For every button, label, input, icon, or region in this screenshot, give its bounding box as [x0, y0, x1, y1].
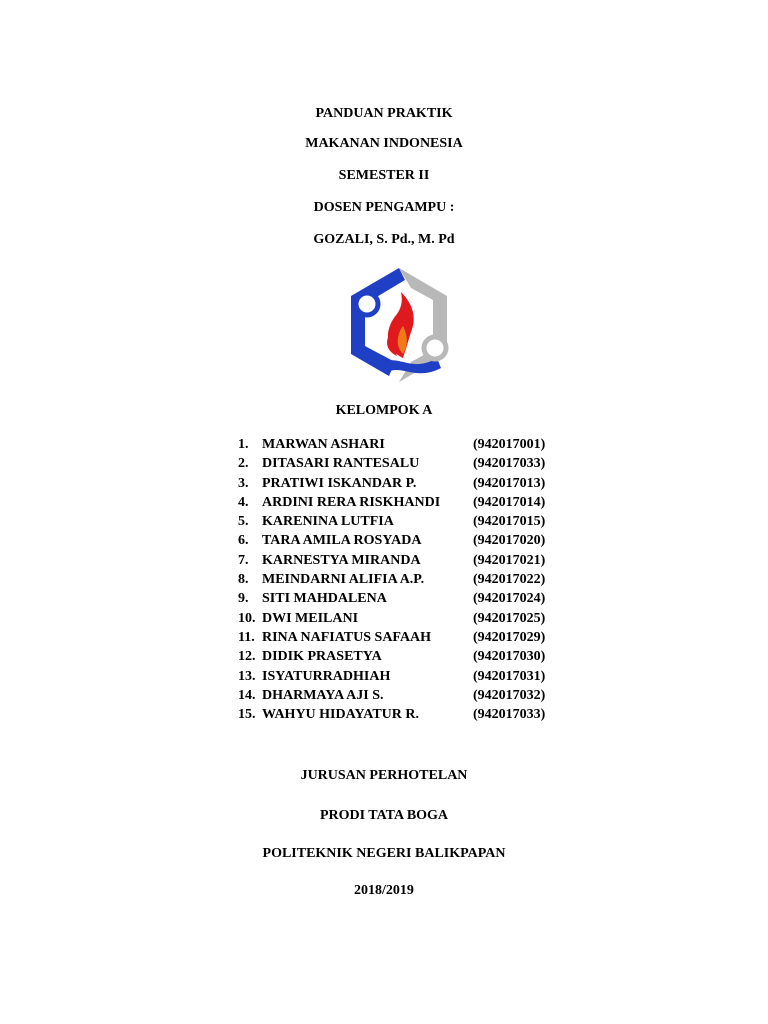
member-name: RINA NAFIATUS SAFAAH [262, 629, 432, 645]
member-id: (942017030) [473, 649, 546, 665]
member-id: (942017022) [473, 572, 546, 588]
member-name: KARENINA LUTFIA [262, 514, 394, 530]
member-id: (942017033) [473, 707, 546, 723]
member-id: (942017032) [473, 687, 546, 703]
member-name: DIDIK PRASETYA [262, 649, 382, 665]
member-id: (942017033) [473, 456, 546, 472]
member-id: (942017025) [473, 610, 546, 626]
member-number: 11. [238, 629, 255, 645]
list-item [238, 551, 568, 570]
member-number: 3. [238, 475, 249, 491]
list-item [238, 493, 568, 512]
member-number: 10. [238, 610, 256, 626]
list-item [238, 705, 568, 724]
member-number: 1. [238, 437, 249, 452]
member-name: PRATIWI ISKANDAR P. [262, 475, 417, 491]
member-name: DHARMAYA AJI S. [262, 687, 384, 703]
list-item [238, 628, 568, 647]
list-item [238, 609, 568, 628]
list-item [238, 647, 568, 666]
member-number: 4. [238, 494, 249, 510]
member-number: 2. [238, 456, 249, 472]
list-item [238, 454, 568, 473]
member-number: 8. [238, 572, 249, 588]
department-label: JURUSAN PERHOTELAN [300, 768, 468, 783]
member-number: 14. [238, 687, 256, 703]
lecturer-name: GOZALI, S. Pd., M. Pd [313, 232, 455, 247]
list-item [238, 435, 568, 454]
academic-year: 2018/2019 [354, 883, 414, 898]
member-name: WAHYU HIDAYATUR R. [262, 707, 420, 723]
member-list [238, 435, 568, 724]
member-name: ARDINI RERA RISKHANDI [262, 494, 441, 510]
list-item [238, 512, 568, 531]
member-name: DITASARI RANTESALU [262, 456, 420, 472]
institution-logo-icon [341, 262, 457, 386]
member-id: (942017015) [473, 514, 546, 530]
member-id: (942017013) [473, 475, 546, 491]
member-name: SITI MAHDALENA [262, 591, 387, 607]
member-name: ISYATURRADHIAH [262, 668, 391, 684]
member-name: DWI MEILANI [262, 610, 359, 626]
member-number: 5. [238, 514, 249, 530]
list-item [238, 531, 568, 550]
member-id: (942017029) [473, 629, 546, 645]
member-name: MARWAN ASHARI [262, 437, 385, 452]
member-id: (942017024) [473, 591, 546, 607]
list-item [238, 667, 568, 686]
member-name: TARA AMILA ROSYADA [262, 533, 422, 549]
member-number: 13. [238, 668, 256, 684]
institution-name: POLITEKNIK NEGERI BALIKPAPAN [262, 846, 506, 861]
member-number: 9. [238, 591, 249, 607]
document-title: PANDUAN PRAKTIK [315, 106, 453, 121]
member-name: MEINDARNI ALIFIA A.P. [262, 572, 425, 588]
member-id: (942017031) [473, 668, 546, 684]
member-number: 6. [238, 533, 249, 549]
member-id: (942017020) [473, 533, 546, 549]
list-item [238, 686, 568, 705]
group-label: KELOMPOK A [335, 403, 433, 418]
member-id: (942017014) [473, 494, 546, 510]
member-number: 12. [238, 649, 256, 665]
member-id: (942017001) [473, 437, 546, 452]
list-item [238, 474, 568, 493]
lecturer-label: DOSEN PENGAMPU : [313, 200, 455, 215]
member-number: 15. [238, 707, 256, 723]
program-label: PRODI TATA BOGA [319, 808, 449, 823]
semester-label: SEMESTER II [338, 168, 430, 183]
member-number: 7. [238, 552, 249, 568]
list-item [238, 589, 568, 608]
member-name: KARNESTYA MIRANDA [262, 552, 421, 568]
subject-title: MAKANAN INDONESIA [305, 136, 463, 151]
member-id: (942017021) [473, 552, 546, 568]
list-item [238, 570, 568, 589]
